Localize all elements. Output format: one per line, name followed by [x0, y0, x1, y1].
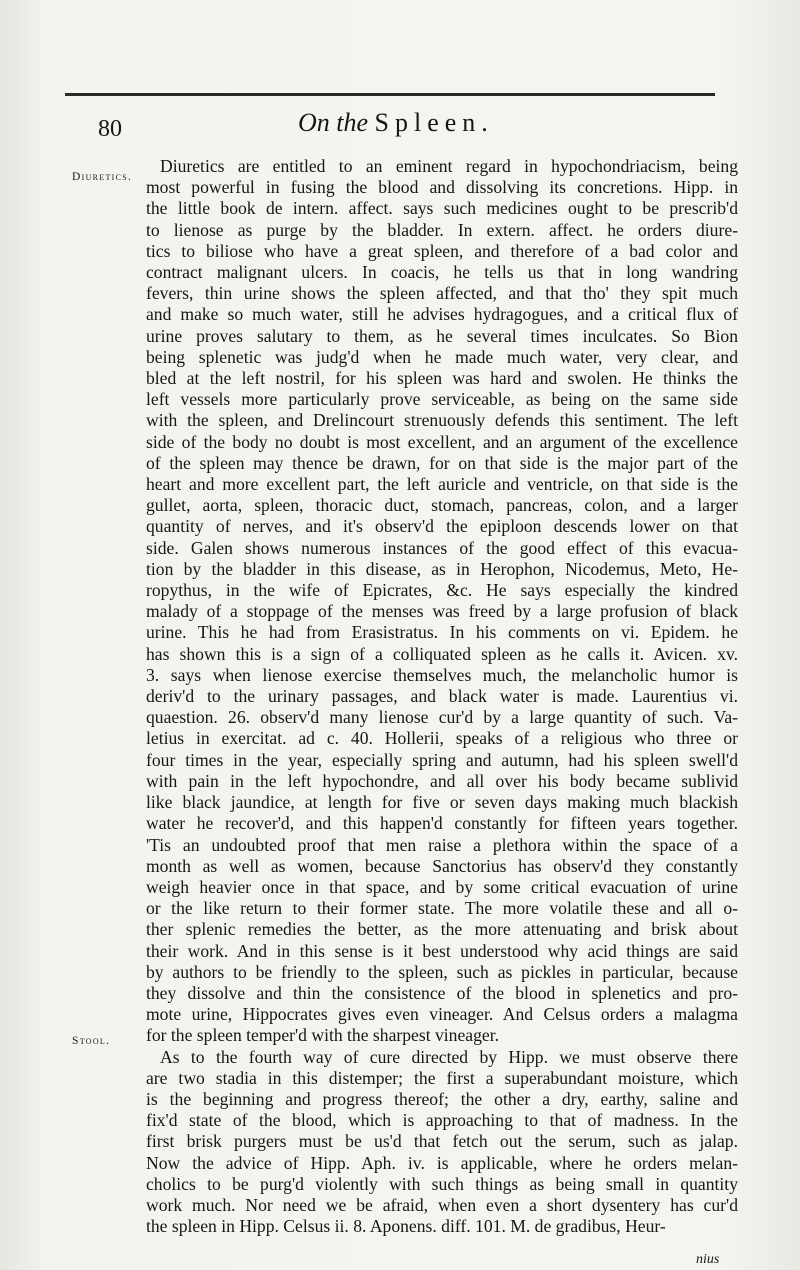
text-line: quaestion. 26. observ'd many lienose cur'd by a large quantity of such. Va- — [146, 707, 738, 728]
text-line: cholics to be purg'd violently with such things as being small in quantity — [146, 1173, 738, 1194]
text-line: side. Galen shows numerous instances of the good effect of this evacua- — [146, 537, 738, 558]
text-line: 'Tis an undoubted proof that men raise a plethora within the space of a — [146, 834, 738, 855]
text-line: tion by the bladder in this disease, as in Herophon, Nicodemus, Meto, He- — [146, 558, 738, 579]
text-line: mote urine, Hippocrates gives even vineager. And Celsus orders a malagma — [146, 1004, 738, 1025]
text-line: are two stadia in this distemper; the first a superabundant moisture, which — [146, 1067, 738, 1088]
text-line: Now the advice of Hipp. Aph. iv. is applicable, where he orders melan- — [146, 1152, 738, 1173]
text-line: they dissolve and thin the consistence of the blood in splenetics and pro- — [146, 982, 738, 1003]
sidenote-diuretics: Diuretics. — [72, 171, 133, 183]
text-line: weigh heavier once in that space, and by some critical evacuation of urine — [146, 876, 738, 897]
paragraph-diuretics — [146, 156, 738, 1047]
text-line: deriv'd to the urinary passages, and black water is made. Laurentius vi. — [146, 686, 738, 707]
text-line: water he recover'd, and this happen'd constantly for fifteen years together. — [146, 813, 738, 834]
text-line: like black jaundice, at length for five or seven days making much blackish — [146, 792, 738, 813]
text-line: first brisk purgers must be us'd that fetch out the serum, such as jalap. — [146, 1131, 738, 1152]
text-line: bled at the left nostril, for his spleen was hard and swolen. He thinks the — [146, 368, 738, 389]
running-head-title: Spleen. — [374, 108, 494, 137]
text-line: by authors to be friendly to the spleen, such as pickles in particular, because — [146, 961, 738, 982]
text-line: ther splenic remedies the better, as the more attenuating and brisk about — [146, 919, 738, 940]
text-line: gullet, aorta, spleen, thoracic duct, stomach, pancreas, colon, and a larger — [146, 495, 738, 516]
running-head — [298, 108, 494, 138]
text-line: with pain in the left hypochondre, and all over his body became sublivid — [146, 770, 738, 791]
sidenote-stool: Stool. — [72, 1035, 111, 1047]
body-text — [146, 156, 738, 1237]
text-line: heart and more excellent part, the left auricle and ventricle, on that side is the — [146, 474, 738, 495]
text-line: has shown this is a sign of a colliquated spleen as he calls it. Avicen. xv. — [146, 643, 738, 664]
text-line: their work. And in this sense is it best understood why acid things are said — [146, 940, 738, 961]
text-line: malady of a stoppage of the menses was freed by a large profusion of black — [146, 601, 738, 622]
text-line: for the spleen temper'd with the sharpest vineager. — [146, 1025, 499, 1046]
text-line: side of the body no doubt is most excellent, and an argument of the excellence — [146, 431, 738, 452]
text-line: letius in exercitat. ad c. 40. Hollerii, speaks of a religious who three or — [146, 728, 738, 749]
paragraph-stool — [146, 1047, 738, 1238]
text-line: work much. Nor need we be afraid, when even a short dysentery has cur'd — [146, 1194, 738, 1215]
text-line: ropythus, in the wife of Epicrates, &c. He says especially the kindred — [146, 580, 738, 601]
text-line: and make so much water, still he advises hydragogues, and a critical flux of — [146, 304, 738, 325]
text-line: being splenetic was judg'd when he made much water, very clear, and — [146, 346, 738, 367]
text-line: most powerful in fusing the blood and dissolving its concretions. Hipp. in — [146, 177, 738, 198]
page-number: 80 — [98, 116, 122, 142]
text-line: 3. says when lienose exercise themselves much, the melancholic humor is — [146, 664, 738, 685]
text-line: is the beginning and progress thereof; the other a dry, earthy, saline and — [146, 1088, 738, 1109]
text-line: month as well as women, because Sanctorius has observ'd they constantly — [146, 855, 738, 876]
text-line: to lienose as purge by the bladder. In extern. affect. he orders diure- — [146, 219, 738, 240]
text-line: of the spleen may thence be drawn, for on that side is the major part of the — [146, 452, 738, 473]
text-line: with the spleen, and Drelincourt strenuously defends this sentiment. The left — [146, 410, 738, 431]
text-line: fix'd state of the blood, which is approaching to that of madness. In the — [146, 1110, 738, 1131]
text-line: quantity of nerves, and it's observ'd the epiploon descends lower on that — [146, 516, 738, 537]
text-line: or the like return to their former state. The more volatile these and all o- — [146, 898, 738, 919]
text-line: left vessels more particularly prove serviceable, as being on the same side — [146, 389, 738, 410]
running-head-prefix: On the — [298, 108, 369, 137]
text-line: the spleen in Hipp. Celsus ii. 8. Aponens. diff. 101. M. de gradibus, Heur- — [146, 1216, 666, 1237]
text-line: urine. This he had from Erasistratus. In his comments on vi. Epidem. he — [146, 622, 738, 643]
header-rule — [65, 93, 715, 96]
text-line: fevers, thin urine shows the spleen affected, and that tho' they spit much — [146, 283, 738, 304]
catchword: nius — [696, 1252, 720, 1267]
text-line: As to the fourth way of cure directed by Hipp. we must observe there — [160, 1046, 738, 1067]
text-line: tics to biliose who have a great spleen, and therefore of a bad color and — [146, 240, 738, 261]
text-line: the little book de intern. affect. says such medicines ought to be prescrib'd — [146, 198, 738, 219]
text-line: contract malignant ulcers. In coacis, he tells us that in long wandring — [146, 262, 738, 283]
text-line: Diuretics are entitled to an eminent regard in hypochondriacism, being — [160, 156, 738, 176]
text-line: urine proves salutary to them, as he several times inculcates. So Bion — [146, 325, 738, 346]
text-line: four times in the year, especially spring and autumn, had his spleen swell'd — [146, 749, 738, 770]
